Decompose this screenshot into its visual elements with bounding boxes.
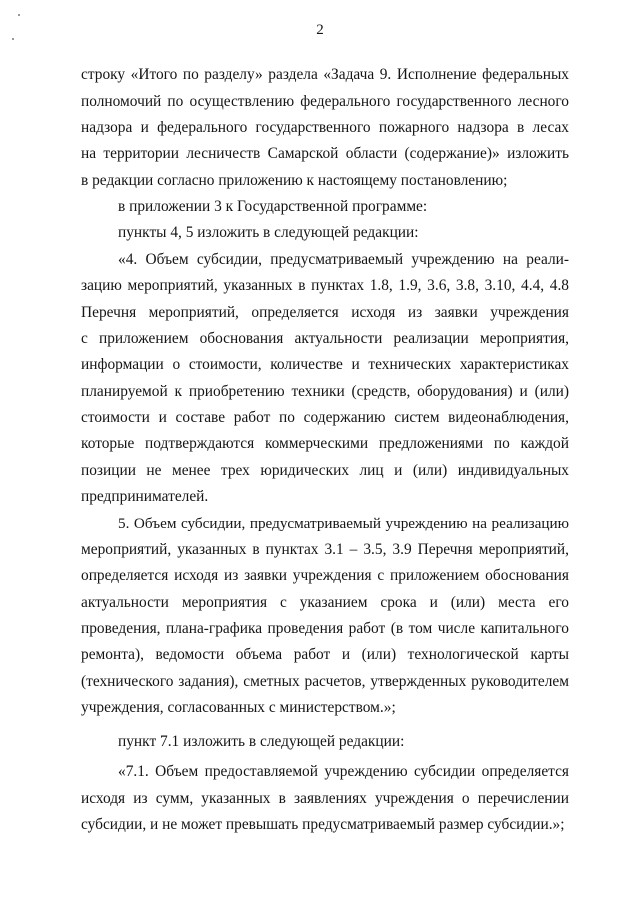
text-line: мероприятий, указанных в пунктах 3.1 – 3.5, 3.9 Перечня мероприятий, xyxy=(81,541,569,558)
text-line: которые подтверждаются коммерческими предложениями по каждой xyxy=(81,435,569,452)
text-line: субсидии, и не может превышать предусматриваемый размер субсидии.»; xyxy=(81,816,565,833)
text-line: строку «Итого по разделу» раздела «Задача 9. Исполнение федеральных xyxy=(81,66,569,83)
text-line: в приложении 3 к Государственной программе: xyxy=(118,198,428,215)
scan-speck xyxy=(18,14,20,16)
text-line: «7.1. Объем предоставляемой учреждению субсидии определяется xyxy=(118,763,569,780)
text-line: исходя из сумм, указанных в заявлениях учреждения о перечислении xyxy=(81,790,569,807)
text-line: на территории лесничеств Самарской области (содержание)» изложить xyxy=(81,145,569,162)
text-line: проведения, плана-графика проведения работ (в том числе капитального xyxy=(81,620,569,637)
text-line: зацию мероприятий, указанных в пунктах 1.8, 1.9, 3.6, 3.8, 3.10, 4.4, 4.8 xyxy=(81,277,569,294)
text-line: позиции не менее трех юридических лиц и (или) индивидуальных xyxy=(81,462,569,479)
text-line: пункты 4, 5 изложить в следующей редакции: xyxy=(118,224,419,241)
text-line: предпринимателей. xyxy=(81,488,209,505)
text-line: пункт 7.1 изложить в следующей редакции: xyxy=(118,733,405,750)
text-line: надзора и федерального государственного пожарного надзора в лесах xyxy=(81,119,569,136)
text-line: стоимости и составе работ по содержанию систем видеонаблюдения, xyxy=(81,409,569,426)
text-line: с приложением обоснования актуальности реализации мероприятия, xyxy=(81,330,569,347)
text-line: «4. Объем субсидии, предусматриваемый учреждению на реали- xyxy=(118,251,569,268)
text-line: актуальности мероприятия с указанием срока и (или) места его xyxy=(81,594,569,611)
text-line: Перечня мероприятий, определяется исходя из заявки учреждения xyxy=(81,304,569,321)
text-line: ремонта), ведомости объема работ и (или) технологической карты xyxy=(81,646,569,663)
text-line: информации о стоимости, количестве и технических характеристиках xyxy=(81,356,569,373)
text-line: в редакции согласно приложению к настоящему постановлению; xyxy=(81,172,508,189)
text-line: 5. Объем субсидии, предусматриваемый учреждению на реализацию xyxy=(118,515,569,532)
page-number: 2 xyxy=(316,22,324,38)
text-line: определяется исходя из заявки учреждения с приложением обоснования xyxy=(81,567,569,584)
text-line: планируемой к приобретению техники (средств, оборудования) и (или) xyxy=(81,383,569,400)
text-line: (технического задания), сметных расчетов, утвержденных руководителем xyxy=(81,673,569,690)
text-line: полномочий по осуществлению федерального государственного лесного xyxy=(81,93,569,110)
text-line: учреждения, согласованных с министерством.»; xyxy=(81,699,396,716)
